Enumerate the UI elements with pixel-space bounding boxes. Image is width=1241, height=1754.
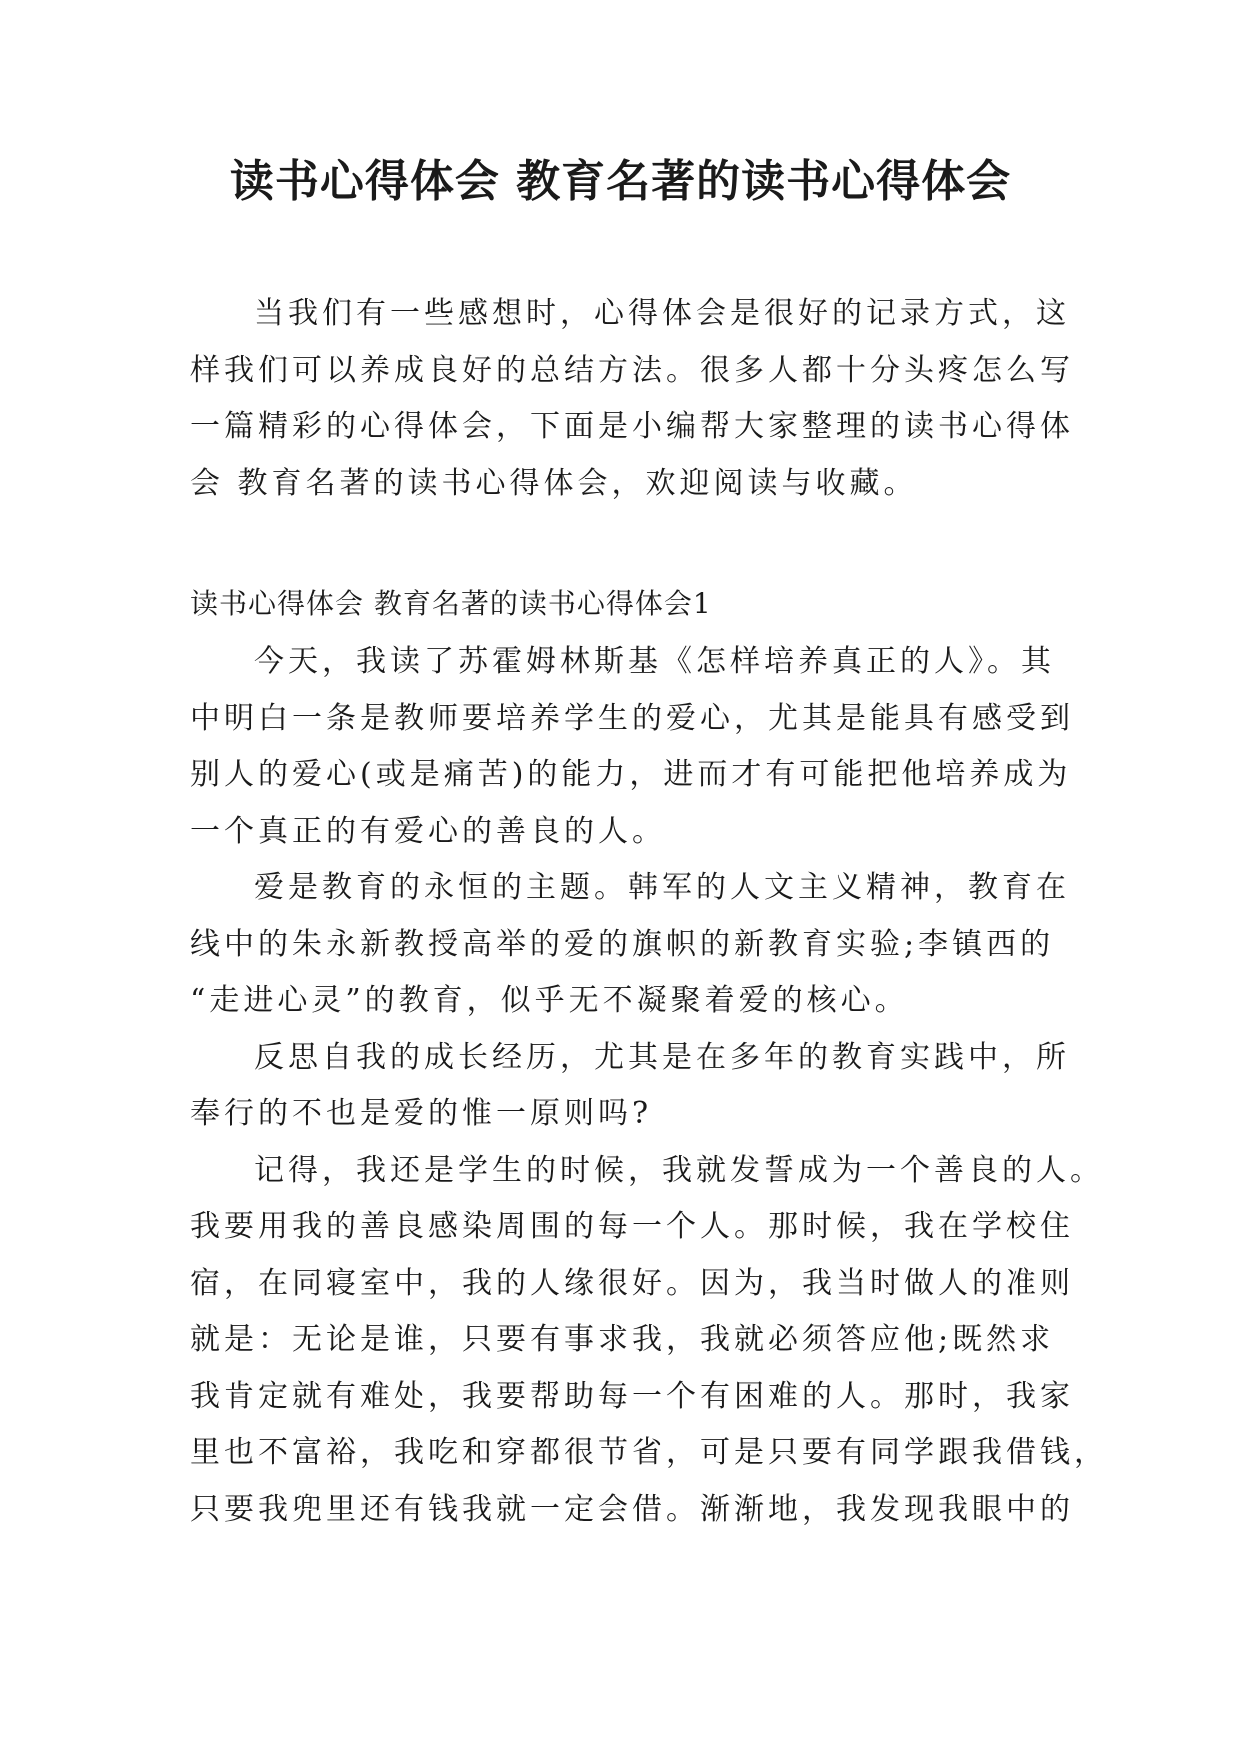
paragraph-line: 奉行的不也是爱的惟一原则吗? bbox=[190, 1096, 653, 1131]
paragraph-3 bbox=[190, 1030, 1070, 1143]
paragraph-line: 里也不富裕，我吃和穿都很节省，可是只要有同学跟我借钱， bbox=[190, 1435, 1108, 1470]
paragraph-line: 一个真正的有爱心的善良的人。 bbox=[190, 813, 666, 849]
main-text bbox=[190, 634, 1108, 1538]
paragraph-line: 今天，我读了苏霍姆林斯基《怎样培养真正的人》。其 bbox=[254, 644, 1055, 679]
document-title: 读书心得体会 教育名著的读书心得体会 bbox=[229, 156, 1012, 207]
paragraph-line: 只要我兜里还有钱我就一定会借。渐渐地，我发现我眼中的 bbox=[190, 1491, 1074, 1527]
paragraph-line: 别人的爱心(或是痛苦)的能力，进而才有可能把他培养成为 bbox=[190, 757, 1072, 792]
paragraph-line: 线中的朱永新教授高举的爱的旗帜的新教育实验;李镇西的 bbox=[190, 926, 1055, 962]
paragraph-line: 我肯定就有难处，我要帮助每一个有困难的人。那时，我家 bbox=[190, 1378, 1074, 1414]
paragraph-line: 记得，我还是学生的时候，我就发誓成为一个善良的人。 bbox=[254, 1152, 1104, 1188]
paragraph-line: 宿，在同寝室中，我的人缘很好。因为，我当时做人的准则 bbox=[190, 1265, 1074, 1301]
intro-line: 当我们有一些感想时，心得体会是很好的记录方式，这 bbox=[254, 296, 1070, 331]
section-heading: 读书心得体会 教育名著的读书心得体会1 bbox=[190, 587, 712, 620]
paragraph-1 bbox=[190, 634, 1074, 860]
paragraph-line: 反思自我的成长经历，尤其是在多年的教育实践中，所 bbox=[254, 1039, 1070, 1075]
paragraph-line: 我要用我的善良感染周围的每一个人。那时候，我在学校住 bbox=[190, 1209, 1074, 1244]
intro-line: 会 教育名著的读书心得体会，欢迎阅读与收藏。 bbox=[190, 465, 918, 501]
paragraph-4 bbox=[190, 1143, 1108, 1539]
intro-line: 样我们可以养成良好的总结方法。很多人都十分头疼怎么写 bbox=[190, 352, 1074, 388]
paragraph-line: 爱是教育的永恒的主题。韩军的人文主义精神，教育在 bbox=[254, 870, 1070, 905]
paragraph-2 bbox=[190, 860, 1070, 1030]
intro-line: 一篇精彩的心得体会，下面是小编帮大家整理的读书心得体 bbox=[190, 409, 1074, 444]
paragraph-line: 中明白一条是教师要培养学生的爱心，尤其是能具有感受到 bbox=[190, 700, 1074, 736]
intro-paragraph bbox=[190, 286, 1074, 512]
paragraph-line: 就是：无论是谁，只要有事求我，我就必须答应他;既然求 bbox=[190, 1322, 1055, 1357]
paragraph-line: “走进心灵”的教育，似乎无不凝聚着爱的核心。 bbox=[190, 983, 909, 1018]
